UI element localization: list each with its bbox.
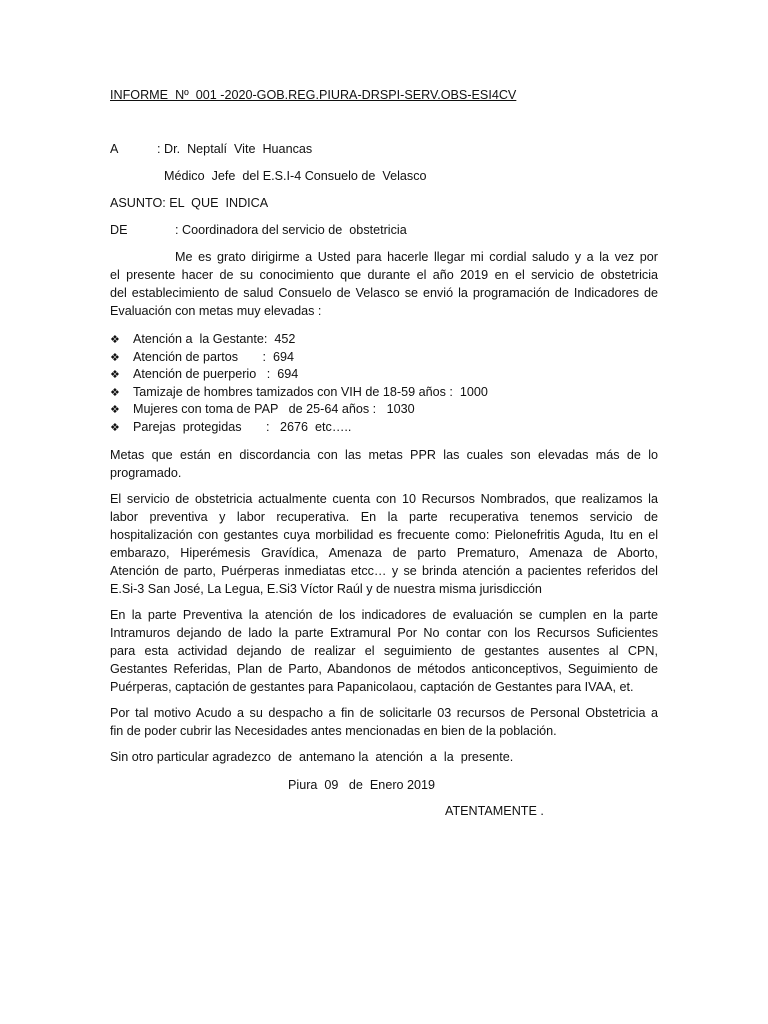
closing-line: Sin otro particular agradezco de antemano la atención a la presente. xyxy=(110,750,514,764)
request-paragraph xyxy=(110,704,658,740)
goal-text: Atención de partos : 694 xyxy=(133,349,295,364)
intro-line: Me es grato dirigirme a Usted para hacerle llegar mi cordial saludo y a la vez por xyxy=(175,250,658,264)
preventive-paragraph xyxy=(110,606,658,696)
service-line: hospitalización con gestantes cuya morbilidad es frecuente como: Pielonefritis Aguda, Itu en el xyxy=(110,528,658,542)
goal-text: Mujeres con toma de PAP de 25-64 años : 1030 xyxy=(133,402,415,417)
preventive-line: Puérperas, captación de gestantes para Papanicolaou, captación de Gestantes para IVAA, et. xyxy=(110,680,634,694)
list-item xyxy=(110,349,488,367)
diamond-bullet-icon: ❖ xyxy=(110,386,120,399)
preventive-line: para esta actividad dejando de realizar el seguimiento de gestantes ausentes al CPN, xyxy=(110,644,658,658)
goals-list xyxy=(110,331,488,437)
diamond-bullet-icon: ❖ xyxy=(110,369,120,382)
goal-text: Tamizaje de hombres tamizados con VIH de 18-59 años : 1000 xyxy=(133,384,488,399)
metas-line: programado. xyxy=(110,466,182,480)
intro-line: el presente hacer de su conocimiento que durante el año 2019 en el servicio de obstetricia xyxy=(110,268,658,282)
list-item xyxy=(110,384,488,402)
sender-value: : Coordinadora del servicio de obstetricia xyxy=(175,223,407,237)
service-line: Atención de parto, Puérperas inmediatas etcc… y se brinda atención a pacientes referidos del xyxy=(110,564,658,578)
list-item xyxy=(110,366,488,384)
intro-line: Evaluación con metas muy elevadas : xyxy=(110,304,322,318)
diamond-bullet-icon: ❖ xyxy=(110,334,120,346)
metas-line: Metas que están en discordancia con las metas PPR las cuales son elevadas más de lo xyxy=(110,448,658,462)
goal-text: Atención a la Gestante: 452 xyxy=(133,332,296,346)
sign-off: ATENTAMENTE . xyxy=(445,804,544,818)
goal-text: Parejas protegidas : 2676 etc….. xyxy=(133,419,352,434)
subject-line: ASUNTO: EL QUE INDICA xyxy=(110,196,269,210)
service-line: embarazo, Hiperémesis Gravídica, Amenaza de parto Prematuro, Amenaza de Aborto, xyxy=(110,546,658,560)
diamond-bullet-icon: ❖ xyxy=(110,404,120,417)
recipient-position: Médico Jefe del E.S.I-4 Consuelo de Velasco xyxy=(164,169,427,183)
goal-text: Atención de puerperio : 694 xyxy=(133,367,299,382)
service-line: El servicio de obstetricia actualmente cuenta con 10 Recursos Nombrados, que realizamos la xyxy=(110,492,658,506)
date-line: Piura 09 de Enero 2019 xyxy=(288,778,436,792)
service-line: labor preventiva y labor recuperativa. En la parte recuperativa tenemos servicio de xyxy=(110,510,658,524)
metas-paragraph xyxy=(110,446,658,482)
list-item xyxy=(110,419,488,437)
sender-label: DE xyxy=(110,223,128,237)
intro-line: del establecimiento de salud Consuelo de Velasco se envió la programación de Indicadores de xyxy=(110,286,658,300)
intro-paragraph xyxy=(110,248,658,320)
service-line: E.Si-3 San José, La Legua, E.Si3 Víctor Raúl y de nuestra misma jurisdicción xyxy=(110,582,542,596)
preventive-line: En la parte Preventiva la atención de los indicadores de evaluación se cumplen en la parte xyxy=(110,608,658,622)
list-item xyxy=(110,331,488,349)
recipient-label: A xyxy=(110,142,119,156)
request-line: Por tal motivo Acudo a su despacho a fin de solicitarle 03 recursos de Personal Obstetricia a xyxy=(110,706,658,720)
preventive-line: Intramuros dejando de lado la parte Extramural Por No contar con los Recursos Suficientes xyxy=(110,626,658,640)
request-line: fin de poder cubrir las Necesidades antes mencionadas en bien de la población. xyxy=(110,724,557,738)
service-paragraph xyxy=(110,490,658,598)
diamond-bullet-icon: ❖ xyxy=(110,421,120,434)
report-title: INFORME Nº 001 -2020-GOB.REG.PIURA-DRSPI-SERV.OBS-ESI4CV xyxy=(110,88,517,102)
preventive-line: Gestantes Referidas, Plan de Parto, Abandonos de métodos anticonceptivos, Seguimiento de xyxy=(110,662,658,676)
diamond-bullet-icon: ❖ xyxy=(110,351,120,364)
list-item xyxy=(110,401,488,419)
recipient-name: : Dr. Neptalí Vite Huancas xyxy=(157,142,313,156)
